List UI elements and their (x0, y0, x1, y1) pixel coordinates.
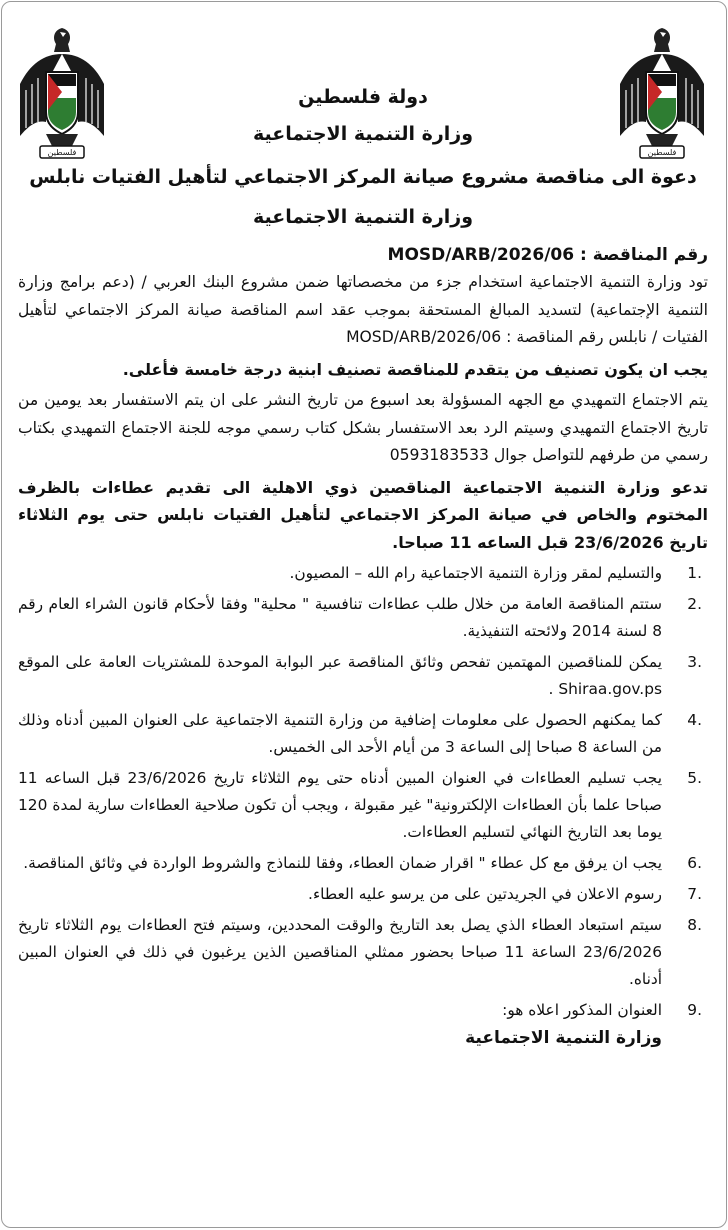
tender-number-label: رقم المناقصة : (579, 245, 708, 266)
item-text: كما يمكنهم الحصول على معلومات إضافية من وزارة التنمية الاجتماعية على العنوان المبين أدناه وذلك من الساعة 8 صباحا إلى الساعة 3 من أيام الأحد الى الخميس. (18, 711, 662, 757)
item-number: .7 (687, 885, 702, 904)
palestine-eagle-emblem-icon (16, 24, 108, 162)
intro-paragraph: تود وزارة التنمية الاجتماعية استخدام جزء من مخصصاتها ضمن مشروع البنك العربي / (دعم برامج وزارة التنمية الإجتماعية) لتسديد المبالغ المستحقة بموجب عقد اسم المناقصة صيانة المركز الاجتماعي لتأهيل الفتيات / نابلس رقم المناقصة : MOSD/ARB/2026/06 (18, 273, 708, 347)
list-item (18, 912, 708, 993)
item-number: .5 (687, 769, 702, 788)
ministry-name: وزارة التنمية الاجتماعية (252, 122, 474, 145)
list-item (18, 881, 708, 908)
list-item (18, 560, 708, 587)
item-number: .9 (687, 1001, 702, 1020)
emblem-caption: فلسطين (47, 148, 77, 157)
item-text: يجب تسليم العطاءات في العنوان المبين أدناه حتى يوم الثلاثاء تاريخ 23/6/2026 قبل الساعه 11 صباحا علما بأن العطاءات الإلكترونية" غير مقبولة ، ويجب أن تكون صلاحية العطاءات سارية لمدة 120 يوما بعد التاريخ النهائي لتسليم العطاءات. (18, 769, 662, 842)
tender-number-line (18, 245, 708, 265)
list-item (18, 707, 708, 761)
item-number: .4 (687, 711, 702, 730)
tender-announcement (1, 1, 727, 1228)
item-text: والتسليم لمقر وزارة التنمية الاجتماعية رام الله – المصيون. (289, 564, 662, 583)
state-name: دولة فلسطين (298, 86, 428, 108)
item-text: ستتم المناقصة العامة من خلال طلب عطاءات تنافسية " محلية" وفقا لأحكام قانون الشراء العام رقم 8 لسنة 2014 ولائحته التنفيذية. (18, 595, 662, 641)
item-text: يجب ان يرفق مع كل عطاء " اقرار ضمان العطاء، وفقا للنماذج والشروط الواردة في وثائق المناقصة. (23, 854, 662, 873)
item-number: .6 (687, 854, 702, 873)
address-ministry: وزارة التنمية الاجتماعية (465, 1028, 662, 1049)
list-item (18, 765, 708, 846)
item-text: رسوم الاعلان في الجريدتين على من يرسو عليه العطاء. (308, 885, 662, 904)
list-item (18, 850, 708, 877)
ministry-name-repeat: وزارة التنمية الاجتماعية (252, 206, 474, 229)
list-item (18, 649, 708, 703)
list-item (18, 997, 708, 1024)
item-number: .1 (687, 564, 702, 583)
item-number: .8 (687, 916, 702, 935)
item-number: .3 (687, 653, 702, 672)
palestine-eagle-emblem-icon (616, 24, 708, 162)
item-text: العنوان المذكور اعلاه هو: (502, 1001, 662, 1020)
announcement-title: دعوة الى مناقصة مشروع صيانة المركز الاجتماعي لتأهيل الفتيات نابلس (29, 165, 697, 188)
tender-number: MOSD/ARB/2026/06 (387, 245, 575, 266)
meeting-paragraph: يتم الاجتماع التمهيدي مع الجهه المسؤولة بعد اسبوع من تاريخ النشر على ان يتم الاستفسار بعد يومين من تاريخ الاجتماع التمهيدي وسيتم الرد بعد الاستفسار بشكل كتاب رسمي موجه للجنة الاجتماع التمهيدي بكتاب رسمي من طرفهم للتواصل جوال 0593183533 (18, 391, 708, 465)
emblem-caption: فلسطين (647, 148, 677, 157)
conditions-list (18, 560, 708, 1024)
invitation-paragraph: تدعو وزارة التنمية الاجتماعية المناقصين ذوي الاهلية الى تقديم عطاءات بالظرف المختوم والخاص في صيانة المركز الاجتماعي لتأهيل الفتيات نابلس حتى يوم الثلاثاء تاريخ 23/6/2026 قبل الساعه 11 صباحا. (18, 477, 708, 552)
classification-note: يجب ان يكون تصنيف من يتقدم للمناقصة تصنيف ابنية درجة خامسة فأعلى. (122, 359, 708, 379)
item-text: سيتم استبعاد العطاء الذي يصل بعد التاريخ والوقت المحددين، وسيتم فتح العطاءات يوم الثلاثاء تاريخ 23/6/2026 الساعة 11 صباحا بحضور ممثلي المناقصين الذين يرغبون في ذلك في العنوان المبين أدناه. (18, 916, 662, 989)
list-item (18, 591, 708, 645)
item-number: .2 (687, 595, 702, 614)
item-text: يمكن للمناقصين المهتمين تفحص وثائق المناقصة عبر البوابة الموحدة للمشتريات العامة على الموقع Shiraa.gov.ps . (18, 653, 662, 699)
